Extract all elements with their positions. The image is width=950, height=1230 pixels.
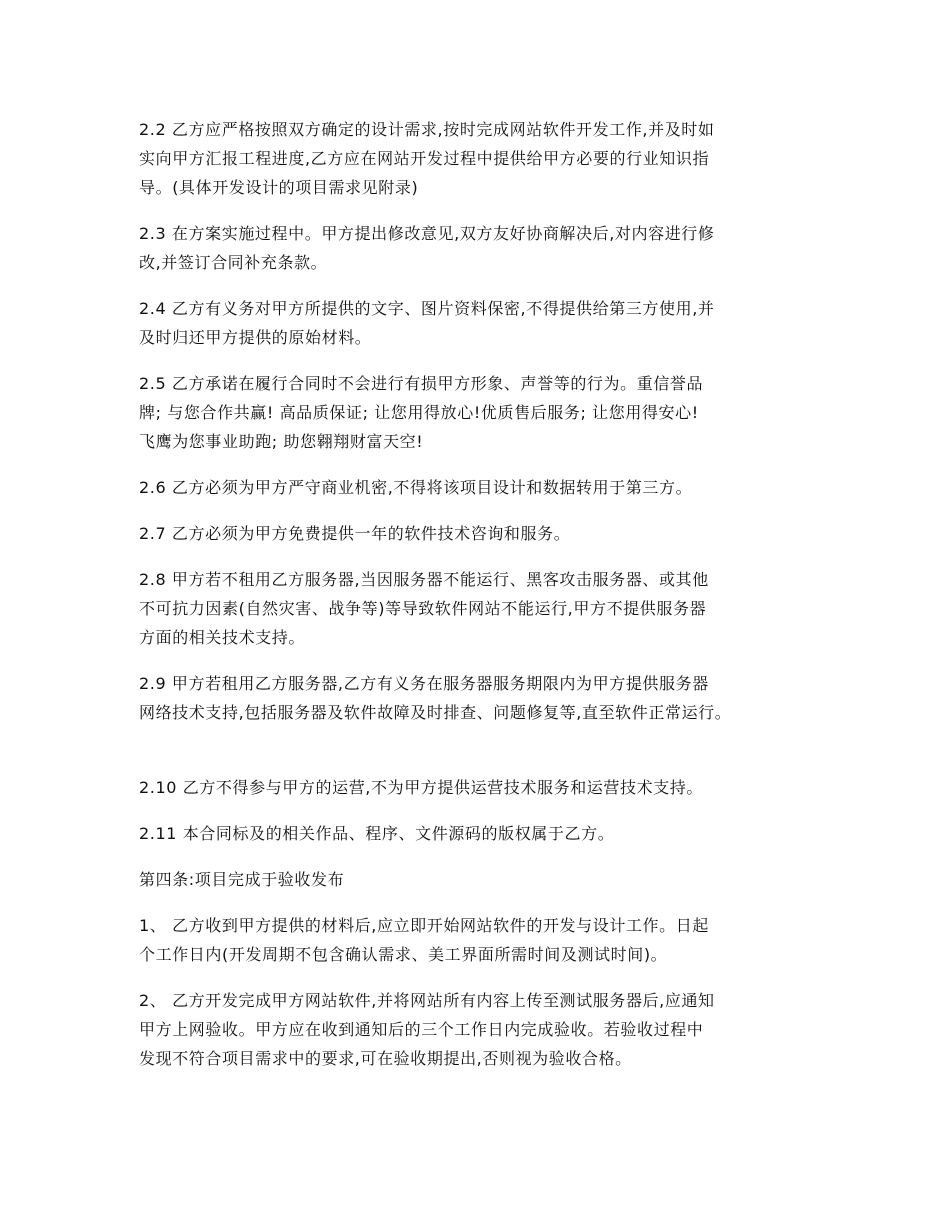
text-line: 飞鹰为您事业助跑; 助您翱翔财富天空! <box>139 432 424 451</box>
text-line: 个工作日内(开发周期不包含确认需求、美工界面所需时间及测试时间)。 <box>139 945 668 964</box>
article-4-heading <box>139 865 829 894</box>
clause-2-11 <box>139 819 829 848</box>
text-line: 2.5 乙方承诺在履行合同时不会进行有损甲方形象、声誉等的行为。重信誉品 <box>139 374 704 393</box>
clause-2-4 <box>139 294 829 352</box>
text-line: 及时归还甲方提供的原始材料。 <box>139 328 372 347</box>
clause-2-5 <box>139 369 829 456</box>
text-line: 2.3 在方案实施过程中。甲方提出修改意见,双方友好协商解决后,对内容进行修 <box>139 224 715 243</box>
text-line: 甲方上网验收。甲方应在收到通知后的三个工作日内完成验收。若验收过程中 <box>139 1020 704 1039</box>
text-line: 方面的相关技术支持。 <box>139 628 306 647</box>
text-line: 2.6 乙方必须为甲方严守商业机密,不得将该项目设计和数据转用于第三方。 <box>139 478 693 497</box>
text-line: 牌; 与您合作共赢! 高品质保证; 让您用得放心!优质售后服务; 让您用得安心! <box>139 403 699 422</box>
text-line: 实向甲方汇报工程进度,乙方应在网站开发过程中提供给甲方必要的行业知识指 <box>139 149 710 168</box>
clause-2-3 <box>139 219 829 277</box>
clause-2-6 <box>139 473 829 502</box>
text-line: 1、 乙方收到甲方提供的材料后,应立即开始网站软件的开发与设计工作。日起 <box>139 916 709 935</box>
text-line: 2.9 甲方若租用乙方服务器,乙方有义务在服务器服务期限内为甲方提供服务器 <box>139 674 709 693</box>
text-line: 2.8 甲方若不租用乙方服务器,当因服务器不能运行、黑客攻击服务器、或其他 <box>139 570 709 589</box>
clause-2-7 <box>139 519 829 548</box>
text-line: 2、 乙方开发完成甲方网站软件,并将网站所有内容上传至测试服务器后,应通知 <box>139 991 715 1010</box>
clause-2-8 <box>139 565 829 652</box>
text-line: 导。(具体开发设计的项目需求见附录) <box>139 178 419 197</box>
text-line: 发现不符合项目需求中的要求,可在验收期提出,否则视为验收合格。 <box>139 1049 632 1068</box>
clause-2-10 <box>139 773 829 802</box>
text-line: 2.10 乙方不得参与甲方的运营,不为甲方提供运营技术服务和运营技术支持。 <box>139 778 703 797</box>
section-heading: 第四条:项目完成于验收发布 <box>139 870 345 889</box>
text-line: 2.7 乙方必须为甲方免费提供一年的软件技术咨询和服务。 <box>139 524 571 543</box>
text-line: 2.2 乙方应严格按照双方确定的设计需求,按时完成网站软件开发工作,并及时如 <box>139 120 715 139</box>
article-4-item-2 <box>139 986 829 1073</box>
text-line: 不可抗力因素(自然灾害、战争等)等导致软件网站不能运行,甲方不提供服务器 <box>139 599 707 618</box>
text-line: 网络技术支持,包括服务器及软件故障及时排查、问题修复等,直至软件正常运行。 <box>139 703 732 722</box>
article-4-item-1 <box>139 911 829 969</box>
text-line: 改,并签订合同补充条款。 <box>139 253 328 272</box>
clause-2-2 <box>139 115 829 202</box>
clause-2-9 <box>139 669 829 727</box>
text-line: 2.4 乙方有义务对甲方所提供的文字、图片资料保密,不得提供给第三方使用,并 <box>139 299 715 318</box>
text-line: 2.11 本合同标及的相关作品、程序、文件源码的版权属于乙方。 <box>139 824 615 843</box>
document-body <box>139 115 829 1090</box>
